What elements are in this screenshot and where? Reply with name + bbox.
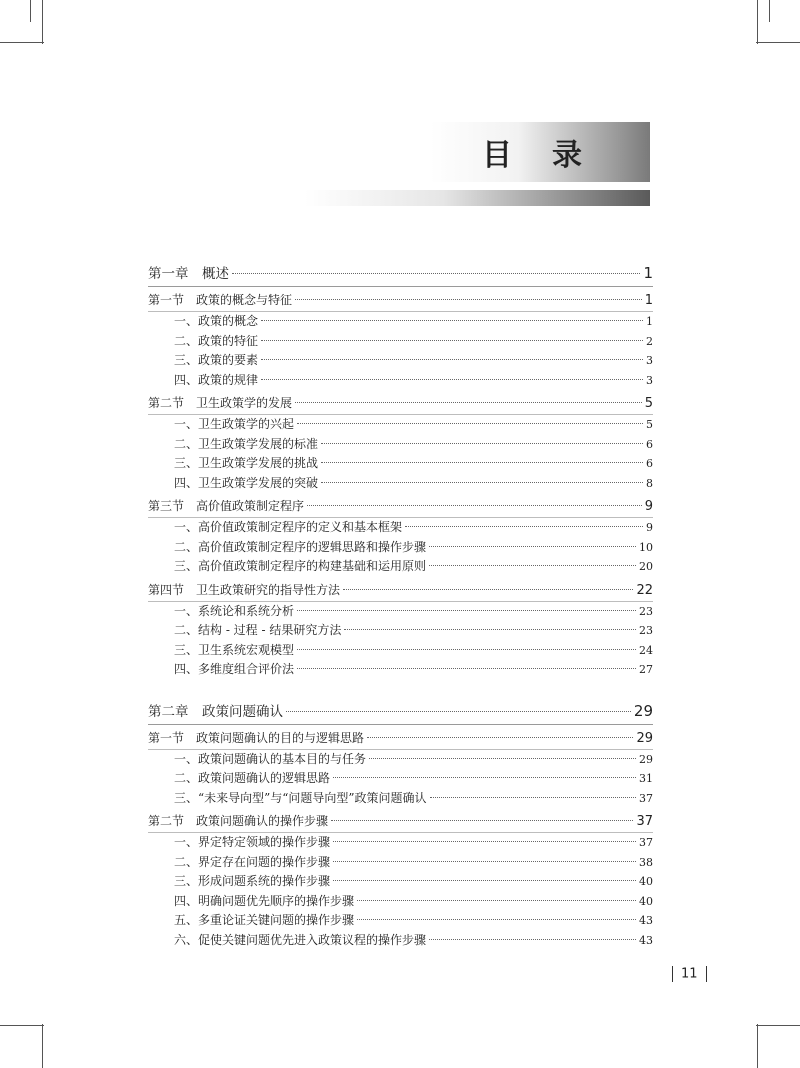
- crop-mark-bottom-left-h: [0, 1025, 44, 1026]
- toc-leader-dots: [333, 777, 636, 778]
- toc-item-page: 9: [646, 521, 653, 534]
- toc-item-row[interactable]: [148, 833, 653, 853]
- toc-chapter-row[interactable]: [148, 262, 653, 287]
- crop-mark-bottom-left-v: [42, 1024, 43, 1068]
- toc-section-label: 第一节 政策的概念与特征: [148, 293, 293, 307]
- toc-item-page: 20: [639, 560, 653, 573]
- toc-section-row[interactable]: [148, 291, 653, 312]
- toc-leader-dots: [343, 589, 633, 590]
- toc-section-page: 1: [644, 293, 653, 308]
- toc-item-page: 29: [639, 752, 653, 766]
- toc-leader-dots: [333, 861, 636, 862]
- toc-item-page: 3: [646, 373, 653, 387]
- toc-item-row[interactable]: [148, 538, 653, 558]
- toc-item-label: 二、政策问题确认的逻辑思路: [174, 771, 331, 785]
- toc-leader-dots: [429, 939, 636, 940]
- toc-item-label: 二、高价值政策制定程序的逻辑思路和操作步骤: [174, 539, 427, 554]
- toc-item-label: 三、形成问题系统的操作步骤: [174, 874, 331, 888]
- toc-item-row[interactable]: [148, 621, 653, 641]
- toc-leader-dots: [429, 546, 636, 547]
- toc-leader-dots: [367, 737, 633, 738]
- toc-item-page: 40: [639, 894, 653, 908]
- toc-leader-dots: [321, 482, 643, 483]
- toc-item-row[interactable]: [148, 789, 653, 809]
- toc-leader-dots: [261, 340, 643, 341]
- toc-section-row[interactable]: [148, 812, 653, 833]
- toc-item-label: 一、卫生政策学的兴起: [174, 417, 295, 431]
- toc-section-label: 第一节 政策问题确认的目的与逻辑思路: [148, 730, 365, 745]
- toc-item-page: 23: [639, 624, 653, 637]
- toc-leader-dots: [344, 629, 636, 630]
- toc-item-page: 43: [639, 933, 653, 947]
- toc-leader-dots: [297, 668, 636, 669]
- page-title: 目录: [482, 138, 622, 173]
- toc-leader-dots: [405, 526, 643, 527]
- toc-section-page: 9: [644, 499, 653, 514]
- toc-section-page: 29: [636, 730, 653, 746]
- toc-section-page: 22: [636, 582, 653, 598]
- toc-leader-dots: [321, 462, 643, 463]
- toc-item-row[interactable]: [148, 351, 653, 371]
- toc-item-label: 一、界定特定领域的操作步骤: [174, 835, 331, 849]
- toc-item-page: 38: [639, 855, 653, 869]
- toc-item-page: 40: [639, 875, 653, 888]
- toc-item-page: 24: [639, 643, 653, 657]
- toc-item-page: 5: [646, 418, 653, 431]
- crop-mark-top-right-v: [757, 0, 758, 44]
- toc-leader-dots: [429, 565, 636, 566]
- toc-leader-dots: [261, 379, 643, 380]
- toc-leader-dots: [307, 505, 642, 506]
- toc-chapter-page: 1: [643, 264, 653, 282]
- toc-item-label: 二、卫生政策学发展的标准: [174, 436, 319, 451]
- toc-item-label: 四、多维度组合评价法: [174, 662, 295, 676]
- toc-item-row[interactable]: [148, 332, 653, 352]
- toc-item-label: 一、政策的概念: [174, 314, 259, 328]
- page-number-bar-left: [672, 966, 673, 982]
- toc-item-label: 二、结构 - 过程 - 结果研究方法: [174, 623, 342, 637]
- toc-section-label: 第二节 卫生政策学的发展: [148, 396, 293, 410]
- toc-item-label: 一、高价值政策制定程序的定义和基本框架: [174, 520, 403, 534]
- toc-section-row[interactable]: [148, 497, 653, 518]
- toc-leader-dots: [232, 273, 640, 274]
- toc-item-row[interactable]: [148, 474, 653, 494]
- toc-item-page: 31: [639, 772, 653, 785]
- toc-item-page: 2: [646, 334, 653, 348]
- toc-item-page: 6: [646, 457, 653, 470]
- toc-item-page: 23: [639, 604, 653, 618]
- toc-leader-dots: [297, 423, 643, 424]
- toc-item-page: 37: [639, 791, 653, 805]
- toc-item-page: 6: [646, 437, 653, 451]
- crop-mark-bottom-right-h: [756, 1025, 800, 1026]
- toc-item-label: 三、卫生政策学发展的挑战: [174, 456, 319, 470]
- toc-leader-dots: [261, 359, 643, 360]
- toc-item-label: 四、政策的规律: [174, 372, 259, 387]
- toc-item-label: 二、界定存在问题的操作步骤: [174, 854, 331, 869]
- toc-item-page: 10: [639, 540, 653, 554]
- toc-item-label: 三、政策的要素: [174, 353, 259, 367]
- crop-mark-top-left-v: [42, 0, 43, 44]
- toc-item-page: 8: [646, 476, 653, 490]
- title-underbar: [305, 190, 650, 206]
- toc-item-row[interactable]: [148, 931, 653, 951]
- toc-item-label: 二、政策的特征: [174, 333, 259, 348]
- toc-item-row[interactable]: [148, 769, 653, 789]
- toc-item-label: 四、卫生政策学发展的突破: [174, 475, 319, 490]
- toc-section-label: 第二节 政策问题确认的操作步骤: [148, 814, 329, 828]
- toc-item-row[interactable]: [148, 415, 653, 435]
- toc-leader-dots: [286, 711, 631, 712]
- toc-item-page: 3: [646, 354, 653, 367]
- toc-chapter-label: 第二章 政策问题确认: [148, 703, 283, 720]
- toc-item-label: 三、“未来导向型”与“问题导向型”政策问题确认: [174, 790, 427, 805]
- toc-item-row[interactable]: [148, 435, 653, 455]
- crop-mark-top-left-v2: [30, 0, 31, 22]
- page-number-value: 11: [681, 966, 698, 982]
- toc-leader-dots: [369, 758, 636, 759]
- crop-mark-top-right-v2: [769, 0, 770, 22]
- toc-item-row[interactable]: [148, 853, 653, 873]
- toc-item-label: 三、卫生系统宏观模型: [174, 642, 295, 657]
- toc-item-row[interactable]: [148, 454, 653, 474]
- toc-item-row[interactable]: [148, 371, 653, 391]
- toc-item-label: 三、高价值政策制定程序的构建基础和运用原则: [174, 559, 427, 573]
- toc-item-row[interactable]: [148, 602, 653, 622]
- toc-section-page: 37: [636, 814, 653, 829]
- toc-item-row[interactable]: [148, 892, 653, 912]
- toc-item-page: 27: [639, 663, 653, 676]
- toc-item-label: 六、促使关键问题优先进入政策议程的操作步骤: [174, 932, 427, 947]
- toc-item-label: 一、政策问题确认的基本目的与任务: [174, 751, 367, 766]
- toc-section-label: 第三节 高价值政策制定程序: [148, 499, 305, 513]
- toc-chapter-page: 29: [633, 701, 653, 720]
- toc-section-row[interactable]: [148, 394, 653, 415]
- page-number: [664, 966, 715, 982]
- toc-chapter-row[interactable]: [148, 700, 653, 725]
- toc-section-page: 5: [644, 396, 653, 411]
- toc-leader-dots: [297, 649, 636, 650]
- toc-leader-dots: [295, 299, 642, 300]
- toc-leader-dots: [357, 919, 636, 920]
- toc-item-row[interactable]: [148, 557, 653, 577]
- toc-leader-dots: [297, 610, 636, 611]
- toc-item-label: 一、系统论和系统分析: [174, 603, 295, 618]
- toc-item-row[interactable]: [148, 911, 653, 931]
- toc-leader-dots: [333, 880, 636, 881]
- toc-chapter-label: 第一章 概述: [148, 266, 229, 282]
- toc-section-row[interactable]: [148, 729, 653, 750]
- page-number-bar-right: [706, 966, 707, 982]
- toc-item-row[interactable]: [148, 518, 653, 538]
- toc-section-label: 第四节 卫生政策研究的指导性方法: [148, 582, 341, 597]
- toc-item-row[interactable]: [148, 750, 653, 770]
- toc-item-row[interactable]: [148, 641, 653, 661]
- toc-item-page: 1: [646, 315, 653, 328]
- toc-leader-dots: [331, 820, 633, 821]
- toc-gap: [148, 680, 653, 694]
- crop-mark-top-left-h: [0, 42, 44, 43]
- crop-mark-bottom-right-v: [757, 1024, 758, 1068]
- toc-leader-dots: [333, 841, 636, 842]
- crop-mark-top-right-h: [756, 42, 800, 43]
- toc-item-row[interactable]: [148, 660, 653, 680]
- table-of-contents: [148, 256, 653, 950]
- toc-item-page: 43: [639, 914, 653, 927]
- toc-item-row[interactable]: [148, 872, 653, 892]
- toc-leader-dots: [295, 402, 642, 403]
- toc-item-label: 四、明确问题优先顺序的操作步骤: [174, 893, 355, 908]
- toc-section-row[interactable]: [148, 581, 653, 602]
- toc-leader-dots: [357, 900, 636, 901]
- toc-leader-dots: [261, 320, 643, 321]
- toc-leader-dots: [321, 443, 643, 444]
- toc-item-row[interactable]: [148, 312, 653, 332]
- toc-item-label: 五、多重论证关键问题的操作步骤: [174, 913, 355, 927]
- toc-leader-dots: [430, 797, 636, 798]
- toc-item-page: 37: [639, 836, 653, 849]
